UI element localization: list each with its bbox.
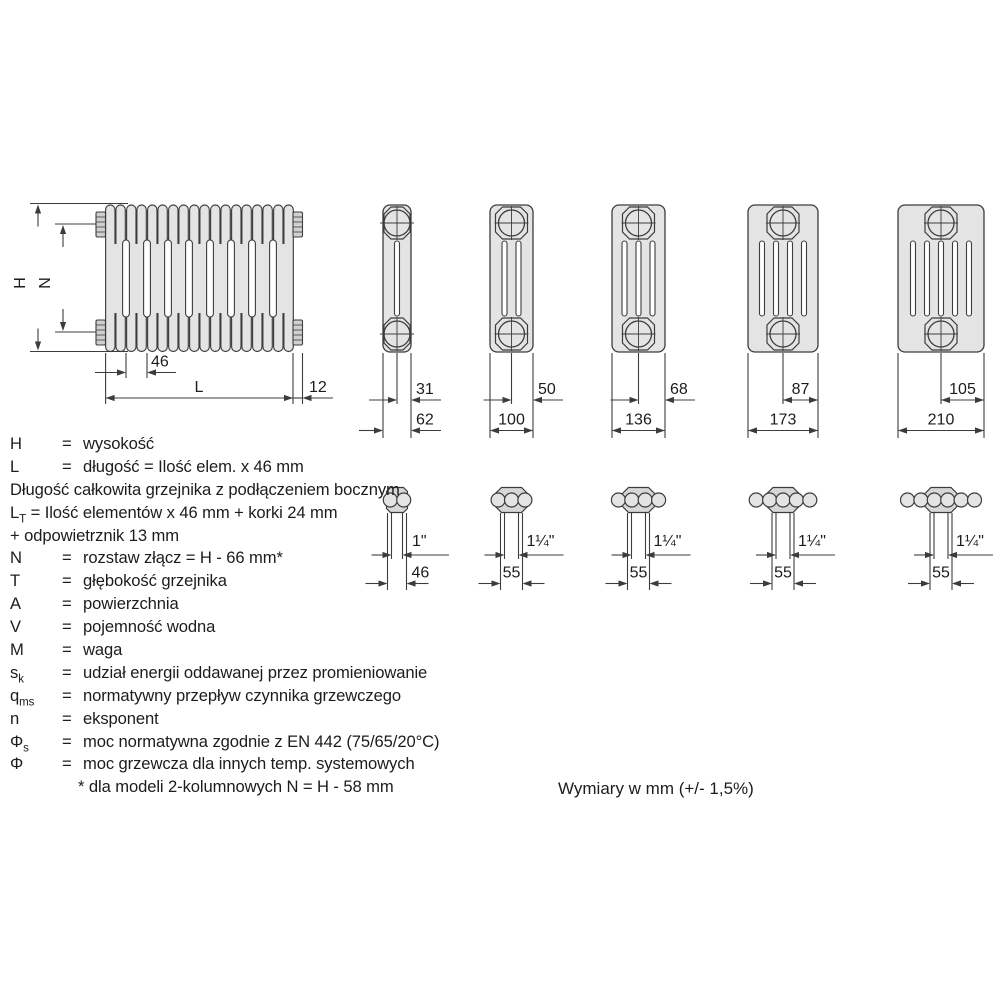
dimension-label: 55 (502, 564, 521, 582)
bottom-view-6-tube (901, 488, 994, 591)
legend-equals: = (62, 754, 72, 774)
cross-section-2-col (359, 205, 441, 438)
legend-symbol: N (10, 548, 22, 568)
legend-row (6, 754, 466, 777)
legend-equals: = (62, 640, 72, 660)
legend-equals: = (62, 571, 72, 591)
dimension-label: L (194, 379, 204, 396)
legend-description: rozstaw złącz = H - 66 mm* (83, 548, 283, 568)
legend (6, 434, 466, 800)
legend-symbol: V (10, 617, 21, 637)
cross-section-5-col (748, 205, 818, 438)
dimension-label: 1¼" (653, 533, 682, 550)
radiator-front-view (12, 204, 333, 405)
legend-symbol: $s_k$ (10, 662, 24, 686)
dimension-label: 12 (309, 379, 327, 396)
legend-symbol: $q_{ms}$ (10, 685, 35, 709)
dimension-label: 1¼" (956, 533, 984, 550)
legend-description: moc grzewcza dla innych temp. systemowych (83, 754, 415, 774)
legend-description: powierzchnia (83, 594, 179, 614)
legend-text: $L_T$ = Ilość elementów x 46 mm + korki 24 mm (10, 502, 338, 525)
dimension-label: 136 (625, 411, 652, 429)
bottom-view-3-tube (479, 488, 564, 591)
dimension-label: H (12, 277, 29, 289)
cross-section-3-col (484, 205, 564, 438)
legend-description: waga (83, 640, 123, 660)
dimension-label: 68 (670, 381, 688, 398)
legend-row (6, 571, 466, 594)
legend-row (6, 686, 466, 709)
legend-symbol: M (10, 640, 24, 660)
units-note: Wymiary w mm (+/- 1,5%) (558, 779, 754, 798)
cross-section-6-col (898, 205, 984, 438)
cross-section-dimensions (484, 353, 564, 438)
bottom-view-dimensions (606, 513, 691, 590)
legend-row (6, 640, 466, 663)
legend-text: Długość całkowita grzejnika z podłączeniem bocznym (10, 479, 400, 499)
legend-symbol: T (10, 571, 21, 591)
dimension-label: 173 (769, 411, 797, 429)
legend-equals: = (62, 548, 72, 568)
legend-row (6, 503, 466, 526)
bottom-view-dimensions (479, 513, 564, 590)
dimension-label: 87 (791, 381, 810, 398)
dimension-label: 55 (629, 564, 648, 582)
legend-description: pojemność wodna (83, 617, 216, 637)
dimension-label: 100 (498, 411, 525, 429)
cross-section-dimensions (748, 353, 818, 438)
legend-symbol: A (10, 594, 21, 614)
dimension-label: 210 (927, 411, 955, 429)
dimension-label: 1¼" (526, 533, 555, 550)
cross-section-4-col (611, 205, 696, 438)
legend-equals: = (62, 662, 72, 682)
legend-description: głębokość grzejnika (83, 571, 227, 591)
bottom-view-4-tube (606, 488, 691, 591)
legend-row (6, 732, 466, 755)
dimension-label: 50 (538, 381, 556, 398)
dimension-label: 105 (949, 381, 976, 398)
legend-equals: = (62, 685, 72, 705)
legend-row (6, 526, 466, 549)
dimension-label: 55 (932, 564, 950, 582)
dimension-label: 46 (151, 353, 169, 371)
legend-footnote (6, 777, 466, 800)
legend-row (6, 594, 466, 617)
legend-row (6, 709, 466, 732)
dimension-label: 31 (416, 381, 434, 398)
dimension-label: 1¼" (798, 533, 826, 550)
dimension-label: 55 (774, 564, 792, 582)
legend-equals: = (62, 594, 72, 614)
bottom-view-dimensions (908, 513, 993, 590)
legend-row (6, 663, 466, 686)
legend-description: normatywny przepływ czynnika grzewczego (83, 685, 401, 705)
legend-row (6, 480, 466, 503)
legend-description: eksponent (83, 708, 159, 728)
dimension-label: 46 (411, 564, 430, 582)
legend-description: udział energii oddawanej przez promieniowanie (83, 662, 428, 682)
legend-equals: = (62, 456, 72, 476)
legend-row (6, 617, 466, 640)
legend-equals: = (62, 434, 72, 453)
cross-section-dimensions (359, 353, 441, 438)
cross-section-dimensions (611, 353, 696, 438)
dimension-label: N (37, 277, 54, 289)
legend-row (6, 457, 466, 480)
bottom-view-5-tube (749, 488, 835, 591)
legend-symbol: n (10, 708, 20, 728)
legend-footnote-text: * dla modeli 2-kolumnowych N = H - 58 mm (78, 777, 394, 797)
legend-equals: = (62, 731, 72, 751)
legend-symbol: H (10, 434, 22, 453)
legend-symbol: $\Phi_s$ (10, 731, 29, 754)
legend-symbol: Φ (10, 754, 24, 774)
legend-row (6, 548, 466, 571)
legend-description: wysokość (83, 434, 155, 453)
legend-description: moc normatywna zgodnie z EN 442 (75/65/20°C) (83, 731, 440, 751)
legend-text: + odpowietrznik 13 mm (10, 525, 179, 545)
legend-description: długość = Ilość elem. x 46 mm (83, 456, 304, 476)
cross-section-dimensions (898, 353, 984, 438)
bottom-view-dimensions (750, 513, 835, 590)
dimension-label: 1" (412, 533, 427, 550)
dimension-label: 62 (416, 411, 434, 429)
legend-equals: = (62, 708, 72, 728)
legend-row (6, 434, 466, 457)
legend-equals: = (62, 617, 72, 637)
legend-symbol: L (10, 456, 20, 476)
